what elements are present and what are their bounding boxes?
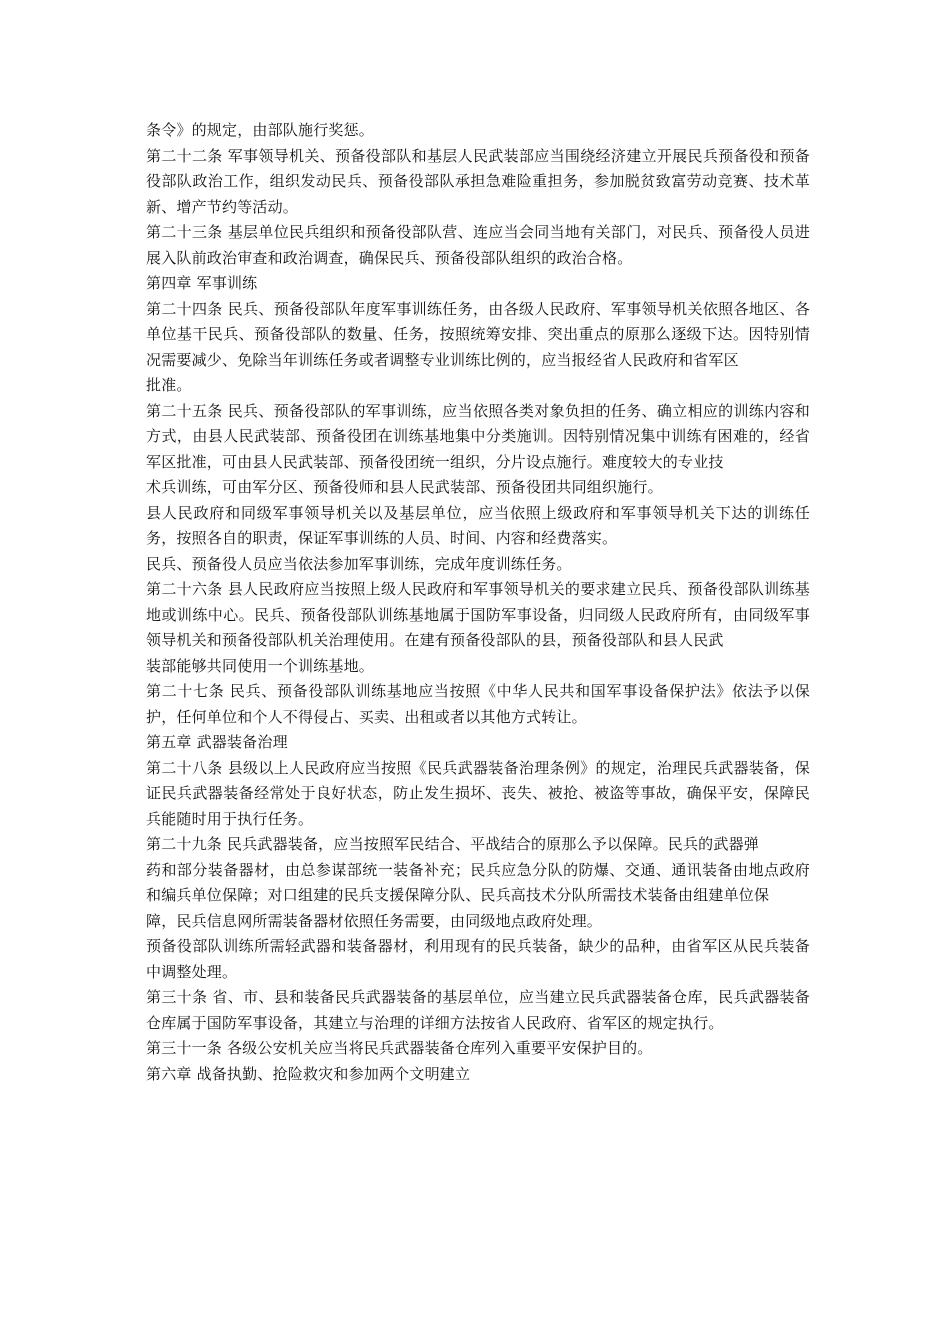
chapter-5-heading: 第五章 武器装备治理 xyxy=(146,733,288,751)
chapter-6-heading: 第六章 战备执勤、抢险救灾和参加两个文明建立 xyxy=(146,1064,471,1083)
paragraph: 批准。 xyxy=(146,376,192,394)
paragraph: 民兵、预备役人员应当依法参加军事训练，完成年度训练任务。 xyxy=(146,554,572,573)
article-31: 第三十一条 各级公安机关应当将民兵武器装备仓库列入重要平安保护目的。 xyxy=(146,1039,653,1057)
paragraph: 障，民兵信息网所需装备器材依照任务需要，由同级地点政府处理。 xyxy=(146,911,603,930)
article-26: 第二十六条 县人民政府应当按照上级人民政府和军事领导机关的要求建立民兵、预备役部队训练基地或训练中心。民兵、预备役部队训练基地属于国防军事设备，归同级人民政府所有，由同级军事领导机关和预备役部队机关治理使用。在建有预备役部队的县，预备役部队和县人民武 xyxy=(146,580,810,649)
article-23: 第二十三条 基层单位民兵组织和预备役部队营、连应当会同当地有关部门，对民兵、预备役人员进展入队前政治审查和政治调查，确保民兵、预备役部队组织的政治合格。 xyxy=(146,223,810,267)
chapter-4-heading: 第四章 军事训练 xyxy=(146,274,258,292)
article-22: 第二十二条 军事领导机关、预备役部队和基层人民武装部应当围绕经济建立开展民兵预备役和预备役部队政治工作，组织发动民兵、预备役部队承担急难险重担务，参加脱贫致富劳动竞赛、技术革新、增产节约等活动。 xyxy=(146,146,810,216)
document-body xyxy=(146,118,810,1087)
paragraph: 药和部分装备器材，由总参谋部统一装备补充；民兵应急分队的防爆、交通、通讯装备由地点政府和编兵单位保障；对口组建的民兵支援保障分队、民兵高技术分队所需技术装备由组建单位保 xyxy=(146,860,810,904)
article-30: 第三十条 省、市、县和装备民兵武器装备的基层单位，应当建立民兵武器装备仓库，民兵武器装备仓库属于国防军事设备，其建立与治理的详细方法按省人民政府、省军区的规定执行。 xyxy=(146,988,810,1032)
article-29: 第二十九条 民兵武器装备，应当按照军民结合、平战结合的原那么予以保障。民兵的武器弹 xyxy=(146,835,759,853)
paragraph: 条令》的规定，由部队施行奖惩。 xyxy=(146,121,375,139)
paragraph: 预备役部队训练所需轻武器和装备器材，利用现有的民兵装备，缺少的品种，由省军区从民兵装备中调整处理。 xyxy=(146,937,810,981)
paragraph: 县人民政府和同级军事领导机关以及基层单位，应当依照上级政府和军事领导机关下达的训练任务，按照各自的职责，保证军事训练的人员、时间、内容和经费落实。 xyxy=(146,503,810,547)
article-27: 第二十七条 民兵、预备役部队训练基地应当按照《中华人民共和国军事设备保护法》依法予以保护，任何单位和个人不得侵占、买卖、出租或者以其他方式转让。 xyxy=(146,682,810,726)
paragraph: 术兵训练，可由军分区、预备役师和县人民武装部、预备役团共同组织施行。 xyxy=(146,478,663,496)
article-24: 第二十四条 民兵、预备役部队年度军事训练任务，由各级人民政府、军事领导机关依照各地区、各单位基干民兵、预备役部队的数量、任务，按照统筹安排、突出重点的原那么逐级下达。因特别情况需要减少、免除当年训练任务或者调整专业训练比例的，应当报经省人民政府和省军区 xyxy=(146,299,810,369)
article-28: 第二十八条 县级以上人民政府应当按照《民兵武器装备治理条例》的规定，治理民兵武器装备，保证民兵武器装备经常处于良好状态，防止发生损坏、丧失、被抢、被盗等事故，确保平安，保障民兵能随时用于执行任务。 xyxy=(146,758,810,828)
paragraph: 装部能够共同使用一个训练基地。 xyxy=(146,656,375,675)
article-25: 第二十五条 民兵、预备役部队的军事训练，应当依照各类对象负担的任务、确立相应的训练内容和方式，由县人民武装部、预备役团在训练基地集中分类施训。因特别情况集中训练有困难的，经省军区批准，可由县人民武装部、预备役团统一组织，分片设点施行。难度较大的专业技 xyxy=(146,401,810,471)
